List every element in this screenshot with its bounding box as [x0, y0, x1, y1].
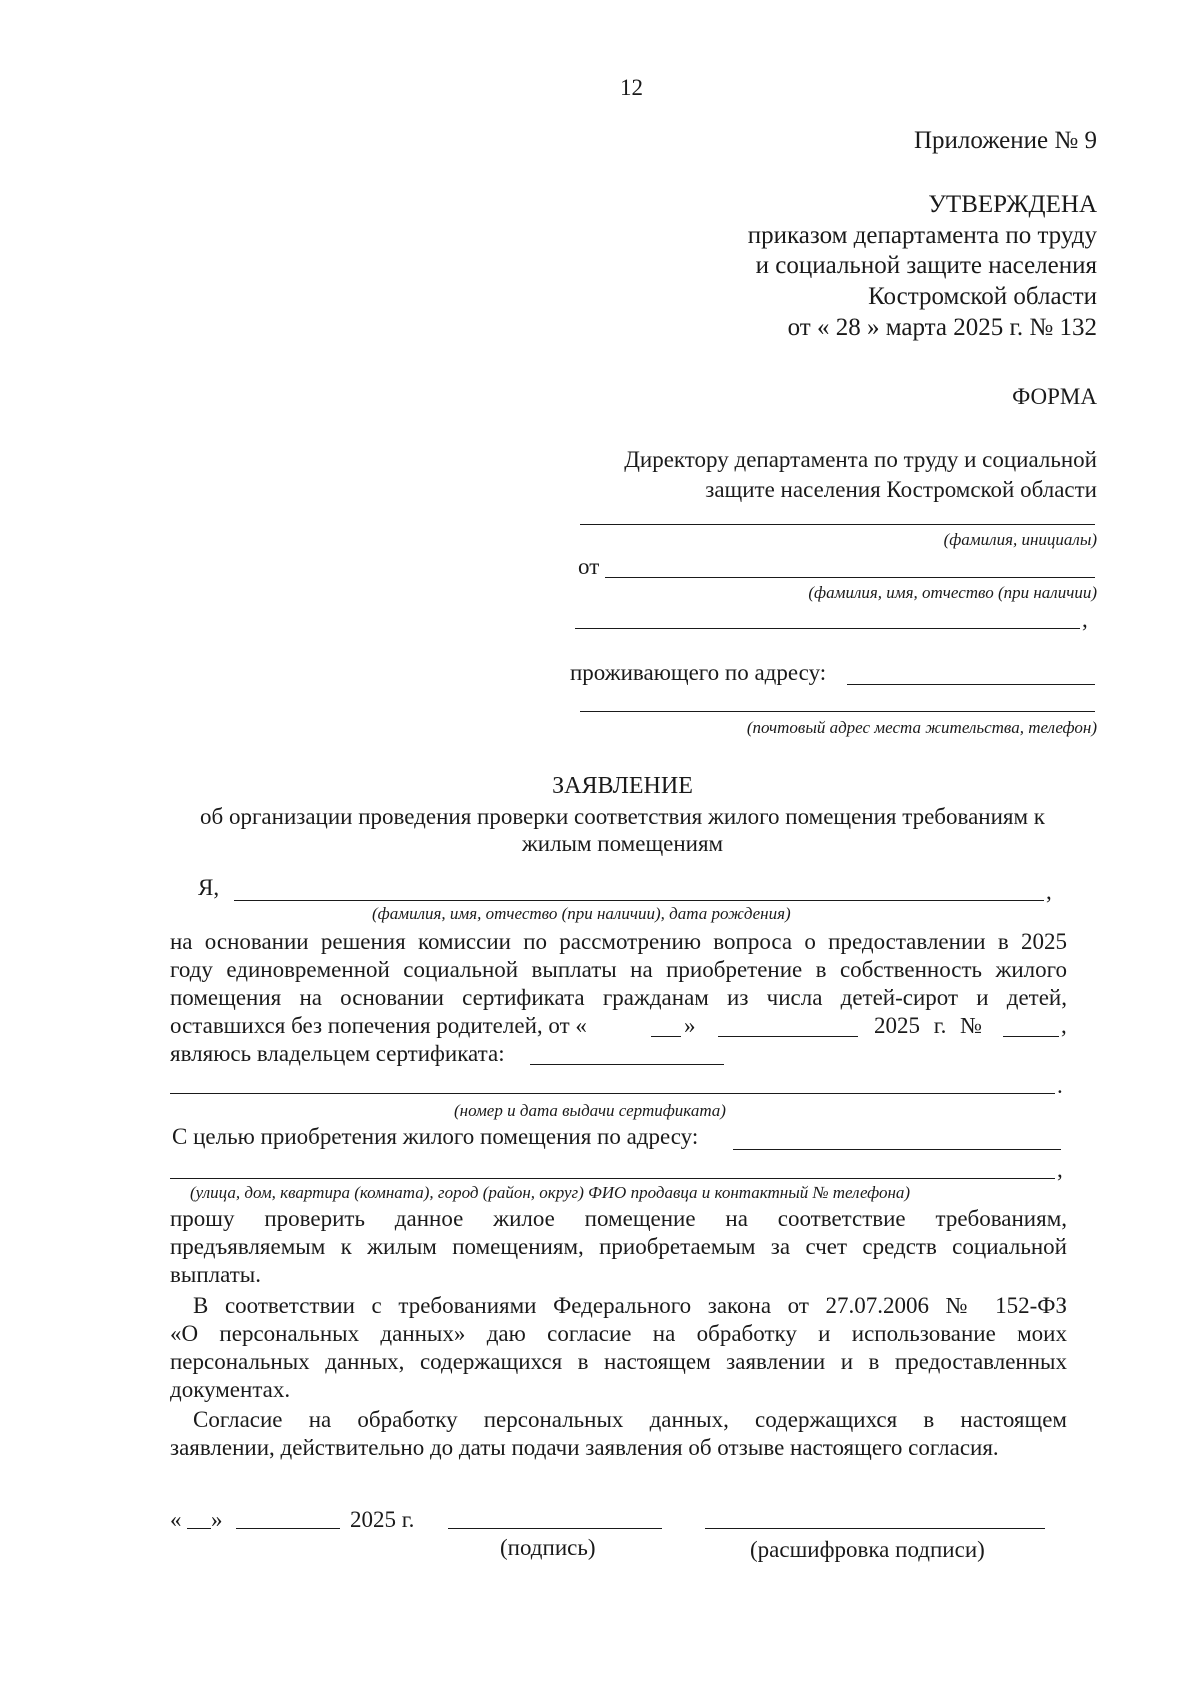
paragraph-line: В соответствии с требованиями Федерального закона от 27.07.2006 № 152-ФЗ — [193, 1293, 1067, 1318]
period: . — [1057, 1073, 1063, 1098]
paragraph-line-a: оставшихся без попечения родителей, от « — [170, 1013, 587, 1038]
director-name-blank — [580, 524, 1095, 525]
property-address-blank — [733, 1149, 1061, 1150]
hint-fio: (фамилия, имя, отчество (при наличии) — [808, 583, 1097, 602]
i-label: Я, — [198, 875, 220, 900]
addressee-line: Директору департамента по труду и социальной — [624, 447, 1097, 472]
signature-decode-hint: (расшифровка подписи) — [750, 1537, 985, 1562]
paragraph-line: являюсь владельцем сертификата: — [170, 1041, 505, 1066]
paragraph-line: помещения на основании сертификата гражданам из числа детей-сирот и детей, — [170, 985, 1067, 1010]
paragraph-line: предъявляемым к жилым помещениям, приобретаемым за счет средств социальной — [170, 1234, 1067, 1259]
paragraph-line: заявлении, действительно до даты подачи заявления об отзыве настоящего согласия. — [170, 1435, 999, 1460]
page-number: 12 — [620, 75, 643, 100]
from-label: от — [578, 554, 600, 579]
signature-hint: (подпись) — [500, 1535, 596, 1560]
order-line: приказом департамента по труду — [747, 222, 1097, 249]
paragraph-line-b: » — [684, 1013, 696, 1038]
address-blank — [847, 684, 1095, 685]
paragraph-line: выплаты. — [170, 1262, 261, 1287]
comma: , — [1057, 1157, 1063, 1182]
addressee-line: защите населения Костромской области — [705, 477, 1097, 502]
hint-address: (почтовый адрес места жительства, телефон) — [746, 718, 1097, 737]
paragraph-line: Согласие на обработку персональных данных, содержащихся в настоящем — [193, 1407, 1067, 1432]
purpose-label: С целью приобретения жилого помещения по адресу: — [172, 1124, 699, 1149]
paragraph-line: персональных данных, содержащихся в настоящем заявлении и в предоставленных — [170, 1349, 1067, 1374]
hint-property: (улица, дом, квартира (комната), город (район, округ) ФИО продавца и контактный № телефона) — [190, 1183, 911, 1202]
signature-blank — [448, 1528, 662, 1529]
order-date-number: от « 28 » марта 2025 г. № 132 — [787, 314, 1097, 341]
certificate-blank — [530, 1064, 724, 1065]
hint-fio-birth: (фамилия, имя, отчество (при наличии), дата рождения) — [372, 904, 791, 923]
paragraph-line: «О персональных данных» даю согласие на обработку и использование моих — [170, 1321, 1067, 1346]
applicant-name-blank — [605, 577, 1095, 578]
comma: , — [1082, 607, 1088, 632]
sign-month-blank — [236, 1528, 340, 1529]
document-heading: ЗАЯВЛЕНИЕ — [552, 773, 693, 799]
date-open-quote: « — [170, 1507, 182, 1532]
certificate-blank-2 — [170, 1093, 1055, 1094]
month-blank — [718, 1036, 858, 1037]
applicant-name-blank-2 — [575, 628, 1080, 629]
document-subtitle: об организации проведения проверки соответствия жилого помещения требованиям к — [200, 804, 1045, 829]
approved-label: УТВЕРЖДЕНА — [928, 191, 1097, 218]
paragraph-line-c: 2025 г. № — [874, 1013, 983, 1038]
day-blank — [651, 1036, 681, 1037]
property-address-blank-2 — [170, 1178, 1055, 1179]
hint-initials: (фамилия, инициалы) — [943, 530, 1097, 549]
paragraph-line: на основании решения комиссии по рассмотрению вопроса о предоставлении в 2025 — [170, 929, 1067, 954]
paragraph-line: году единовременной социальной выплаты на приобретение в собственность жилого — [170, 957, 1067, 982]
paragraph-line: документах. — [170, 1377, 291, 1402]
paragraph-line: прошу проверить данное жилое помещение на соответствие требованиям, — [170, 1206, 1067, 1231]
address-blank-2 — [580, 711, 1095, 712]
order-line: Костромской области — [868, 283, 1097, 310]
applicant-fio-birth-blank — [234, 900, 1044, 901]
comma: , — [1061, 1013, 1067, 1038]
decision-number-blank — [1003, 1036, 1059, 1037]
comma: , — [1046, 879, 1052, 904]
residing-label: проживающего по адресу: — [570, 660, 827, 685]
hint-certificate: (номер и дата выдачи сертификата) — [454, 1101, 726, 1120]
order-line: и социальной защите населения — [755, 252, 1097, 279]
sign-day-blank — [187, 1528, 211, 1529]
form-label: ФОРМА — [1012, 384, 1097, 409]
document-subtitle: жилым помещениям — [521, 831, 724, 856]
appendix-label: Приложение № 9 — [913, 127, 1097, 154]
signature-decode-blank — [705, 1528, 1045, 1529]
sign-year: 2025 г. — [350, 1507, 415, 1532]
date-close-quote: » — [211, 1507, 223, 1532]
